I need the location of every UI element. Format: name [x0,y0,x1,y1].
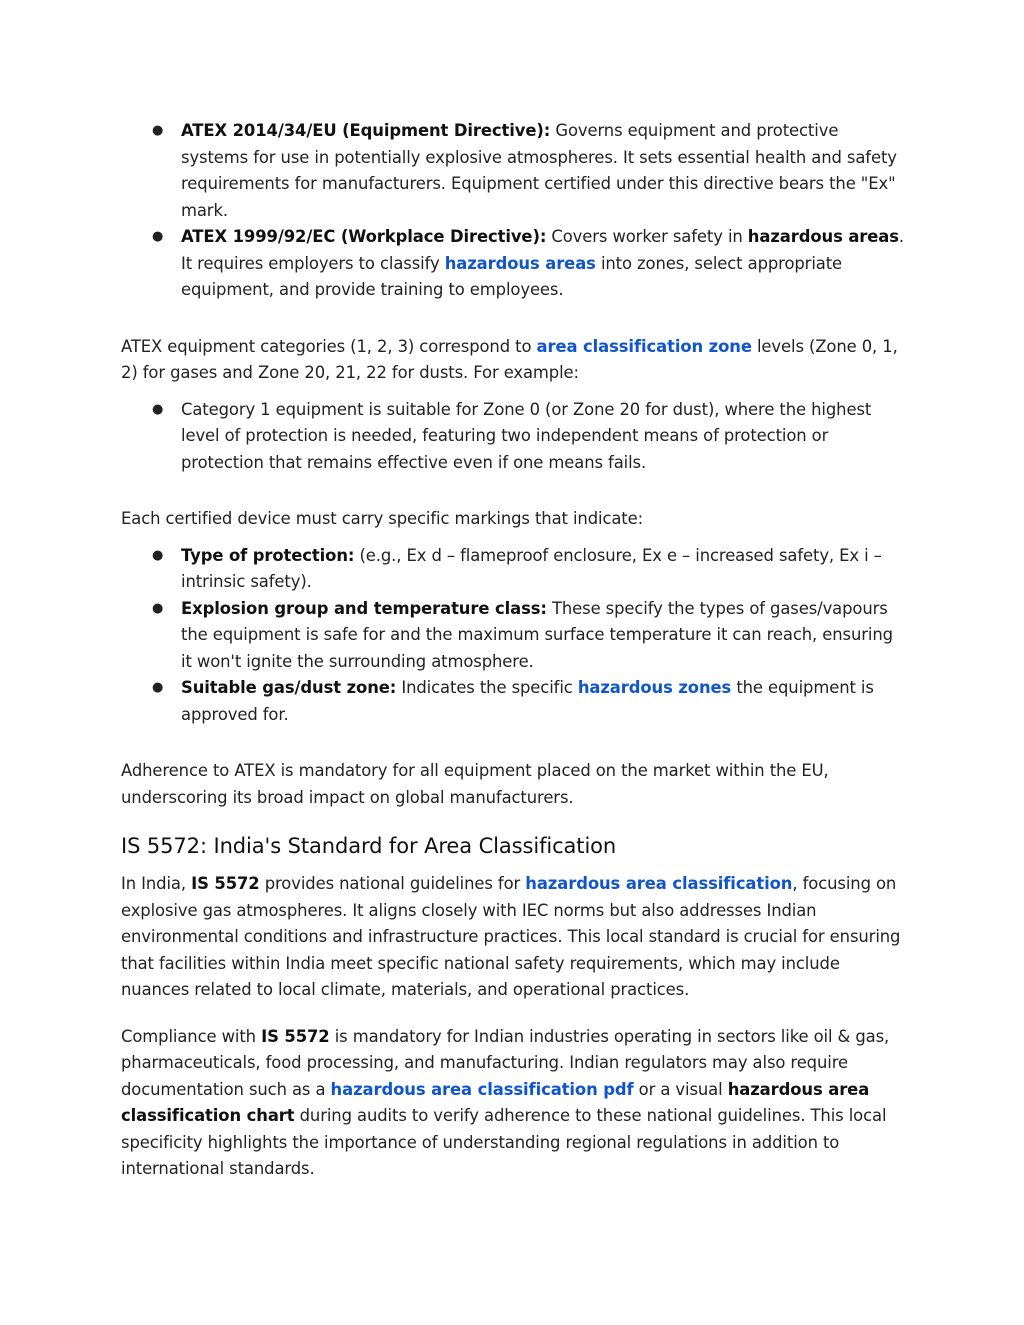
list-item [121,543,905,596]
list-item [121,596,905,676]
bullet-icon: ● [152,401,164,417]
list-item-text: These specify the types of gases/vapours the equipment is safe for and the maximum surface temperature it can reach, ensuring it won't ignite the surrounding atmosphere. [181,598,893,671]
paragraph-text: or a visual [633,1079,728,1099]
list-item-text: into zones, select appropriate equipment, and provide training to employees. [181,253,843,299]
area-classification-zone-link[interactable]: area classification zone [536,336,752,356]
paragraph-text: provides national guidelines for [259,874,526,893]
list-item-text: Governs equipment and protective systems for use in potentially explosive atmospheres. It sets essential health and safety requirements for manufacturers. Equipment certified under this directive bears the "Ex" mark. [181,121,897,220]
list-item [121,397,905,477]
paragraph-text: ATEX equipment categories (1, 2, 3) correspond to [121,336,537,356]
hazardous-area-classification-link[interactable]: hazardous area classification [525,874,793,893]
paragraph-text: levels (Zone 0, 1, 2) for gases and Zone 20, 21, 22 for dusts. For example: [121,336,898,382]
bold-term: IS 5572 [191,874,260,893]
markings-intro: Each certified device must carry specific markings that indicate: [121,509,644,528]
markings-list [121,543,905,729]
list-item [121,118,905,224]
paragraph-text: In India, [121,874,192,893]
is5572-paragraph-1 [121,871,905,1004]
list-item-text: (e.g., Ex d – flameproof enclosure, Ex e – increased safety, Ex i – intrinsic safety). [181,545,882,591]
is5572-paragraph-2 [121,1024,905,1183]
bold-term: hazardous area classification chart [121,1079,870,1125]
list-item-title: Explosion group and temperature class: [181,598,547,618]
bold-term: IS 5572 [261,1026,330,1046]
list-item-title: Type of protection: [181,545,355,565]
list-item-text: Category 1 equipment is suitable for Zone 0 (or Zone 20 for dust), where the highest level of protection is needed, featuring two independent means of protection or protection that remains effective even if one means fails. [181,399,872,472]
bullet-icon: ● [152,680,164,695]
paragraph-text: , focusing on explosive gas atmospheres. It aligns closely with IEC norms but also addresses Indian environmental conditions and infrastructure practices. This local standard is crucial for ensuring that facilities within India meet specific national safety requirements, which may include nuances related to local climate, materials, and operational practices. [121,874,901,999]
list-item [121,675,905,728]
list-item-text: . It requires employers to classify [181,227,905,273]
paragraph-text: during audits to verify adherence to these national guidelines. This local specificity highlights the importance of understanding regional regulations in addition to international standards. [121,1106,887,1178]
bold-term: hazardous areas [747,227,899,246]
list-item-text: the equipment is approved for. [181,678,874,724]
category-list [121,397,905,477]
paragraph-text: Compliance with [121,1026,262,1046]
hazardous-areas-link[interactable]: hazardous areas [444,253,596,273]
bullet-icon: ● [152,600,164,616]
list-item-title: ATEX 2014/34/EU (Equipment Directive): [181,121,551,140]
bullet-icon: ● [152,229,164,244]
list-item-title: ATEX 1999/92/EC (Workplace Directive): [181,227,547,246]
list-item-text: Covers worker safety in [546,227,748,246]
hazardous-area-classification-pdf-link[interactable]: hazardous area classification pdf [330,1079,634,1099]
section-heading: IS 5572: India's Standard for Area Classification [121,834,617,858]
paragraph-text: is mandatory for Indian industries operating in sectors like oil & gas, pharmaceuticals, food processing, and manufacturing. Indian regulators may also require documentation such as a [121,1026,890,1099]
bullet-icon: ● [152,123,164,138]
list-item-title: Suitable gas/dust zone: [181,678,397,697]
categories-paragraph [121,334,905,387]
bullet-icon: ● [152,547,164,563]
list-item [121,224,905,304]
hazardous-zones-link[interactable]: hazardous zones [577,678,732,697]
document-body [121,118,905,1183]
atex-directive-list [121,118,905,304]
list-item-text: Indicates the specific [396,678,578,697]
adherence-paragraph: Adherence to ATEX is mandatory for all equipment placed on the market within the EU, underscoring its broad impact on global manufacturers. [121,761,829,807]
